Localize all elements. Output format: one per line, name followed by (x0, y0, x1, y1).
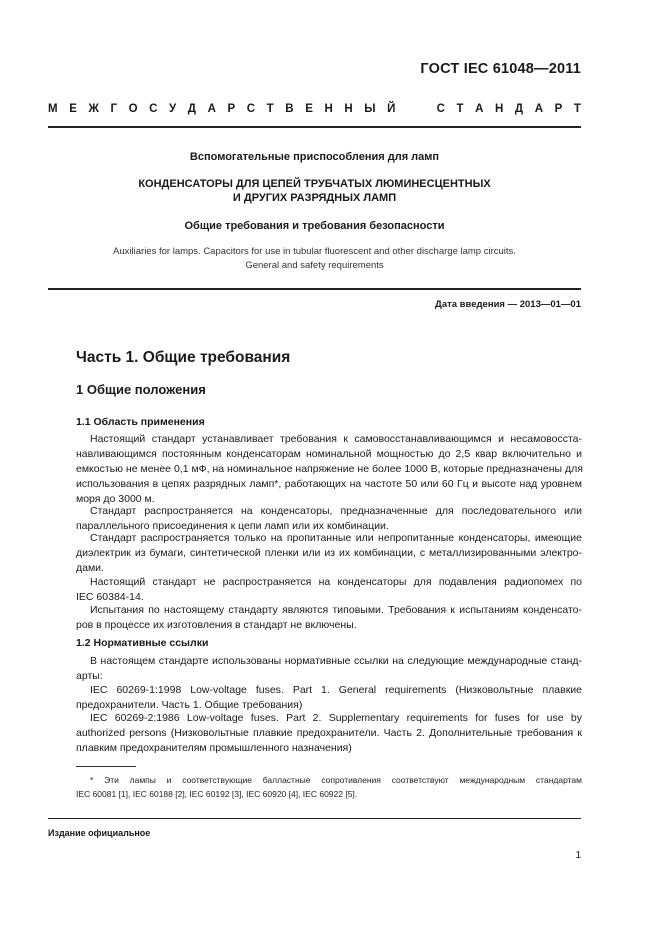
reference-iec-60269-2 (76, 711, 582, 756)
heading-letter: Т (573, 103, 581, 115)
text-line: Стандарт распространяется на конденсаторы, предназначенные для последовательного или (90, 505, 582, 517)
heading-letter: Г (110, 103, 117, 115)
text-line: Испытания по настоящему стандарту являются типовыми. Требования к испытаниям конденсато- (90, 604, 582, 616)
text-line: емкостью не менее 0,1 мФ, на номинальное напряжение не более 1000 В, которые предназначены для (76, 463, 583, 475)
text-line: authorized persons (Низковольтные плавкие предохранители. Часть 2. Дополнительные требования к (76, 727, 582, 739)
introduction-date: Дата введения — 2013—01—01 (435, 299, 581, 310)
title-main-line2: И ДРУГИХ РАЗРЯДНЫХ ЛАМП (232, 192, 397, 204)
bottom-title-rule (48, 288, 581, 290)
paragraph-scope (76, 432, 582, 507)
heading-letter: Н (324, 103, 333, 115)
document-code: ГОСТ IEC 61048—2011 (420, 61, 581, 77)
paragraph-dielectric (76, 531, 582, 576)
title-english-line1: Auxiliaries for lamps. Capacitors for use in tubular fluorescent and other discharge lamp circuits. (113, 246, 516, 257)
heading-letter: М (48, 103, 58, 115)
heading-letter: У (169, 103, 177, 115)
heading-letter: Ы (364, 103, 376, 115)
section-1-title: 1 Общие положения (76, 382, 206, 397)
text-line: дами. (76, 562, 104, 574)
title-english-line2: General and safety requirements (245, 260, 384, 271)
text-line: навливающимся постоянным конденсаторам номинальной мощностью до 2,5 квар включительно и (76, 448, 582, 460)
heading-letter: С (246, 103, 256, 115)
heading-letter: С (436, 103, 445, 115)
heading-letter: Р (227, 103, 236, 115)
text-line: моря до 3000 м. (76, 493, 155, 505)
heading-letter: С (149, 103, 158, 115)
text-line: предохранители. Часть 1. Общие требования) (76, 699, 303, 711)
heading-letter: В (285, 103, 294, 115)
top-rule (48, 126, 581, 128)
page-number: 1 (575, 850, 581, 861)
text-line: диэлектрик из бумаги, синтетической пленки или из их комбинации, с металлизированными электро- (76, 547, 582, 559)
paragraph-application (76, 504, 582, 534)
heading-letter: Н (344, 103, 353, 115)
text-line: В настоящем стандарте использованы нормативные ссылки на следующие международные станд- (90, 655, 582, 667)
text-line: ров в процессе их изготовления в стандарт не включены. (76, 619, 357, 631)
text-line: IEC 60384-14. (76, 591, 144, 603)
heading-letter: Ж (88, 103, 99, 115)
edition-rule (48, 818, 581, 819)
title-subtitle: Вспомогательные приспособления для ламп (189, 151, 440, 163)
title-main-line1: КОНДЕНСАТОРЫ ДЛЯ ЦЕПЕЙ ТРУБЧАТЫХ ЛЮМИНЕСЦЕНТНЫХ (138, 178, 491, 190)
title-english (48, 245, 581, 273)
heading-gap (422, 103, 425, 115)
text-line: Стандарт распространяется только на пропитанные или непропитанные конденсаторы, имеющие (90, 532, 582, 544)
text-line: плавким предохранителям промышленного назначения) (76, 742, 352, 754)
heading-letter: Й (387, 103, 396, 115)
part-title: Часть 1. Общие требования (76, 349, 291, 366)
edition-label: Издание официальное (48, 828, 151, 838)
text-line: * Эти лампы и соответствующие балластные сопротивления соответствуют международным стандартам (90, 775, 582, 785)
heading-letter: Е (305, 103, 313, 115)
heading-letter: А (534, 103, 544, 115)
heading-gap (407, 103, 410, 115)
text-line: использования в цепях разрядных ламп*, работающих на частоте 50 или 60 Гц и высоте над уровнем (76, 478, 582, 490)
text-line: Настоящий стандарт не распространяется на конденсаторы для подавления радиопомех по (90, 576, 582, 588)
reference-iec-60269-1 (76, 683, 582, 713)
heading-letter: Т (456, 103, 464, 115)
text-line: Настоящий стандарт устанавливает требования к самовосстанавливающимся и несамовосста- (90, 433, 582, 445)
heading-letter: Д (514, 103, 524, 115)
heading-letter: А (207, 103, 216, 115)
paragraph-exclusion (76, 575, 582, 605)
text-line: IEC 60081 [1], IEC 60188 [2], IEC 60192 [3], IEC 60920 [4], IEC 60922 [5]. (76, 789, 358, 799)
subsection-1-2-title: 1.2 Нормативные ссылки (76, 637, 209, 649)
text-line: IEC 60269-2:1986 Low-voltage fuses. Part 2. Supplementary requirements for fuses for use by (90, 712, 582, 724)
paragraph-tests (76, 603, 582, 633)
footnote-separator (76, 766, 136, 767)
heading-letter: Р (554, 103, 563, 115)
text-line: IEC 60269-1:1998 Low-voltage fuses. Part 1. General requirements (Низковольтные плавкие (90, 684, 582, 696)
text-line: параллельного присоединения к цепи ламп или их комбинации. (76, 520, 389, 532)
subsection-1-1-title: 1.1 Область применения (76, 416, 205, 428)
heading-letter: Е (69, 103, 77, 115)
text-line: арты: (76, 670, 103, 682)
title-requirements: Общие требования и требования безопасности (184, 220, 445, 232)
heading-letter: А (475, 103, 484, 115)
heading-letter: Т (266, 103, 274, 115)
paragraph-references-intro (76, 654, 582, 684)
footnote (76, 773, 582, 801)
heading-letter: Н (495, 103, 504, 115)
heading-letter: О (128, 103, 138, 115)
heading-letter: Д (187, 103, 196, 115)
title-main (48, 177, 581, 205)
interstate-standard-heading (48, 103, 581, 115)
